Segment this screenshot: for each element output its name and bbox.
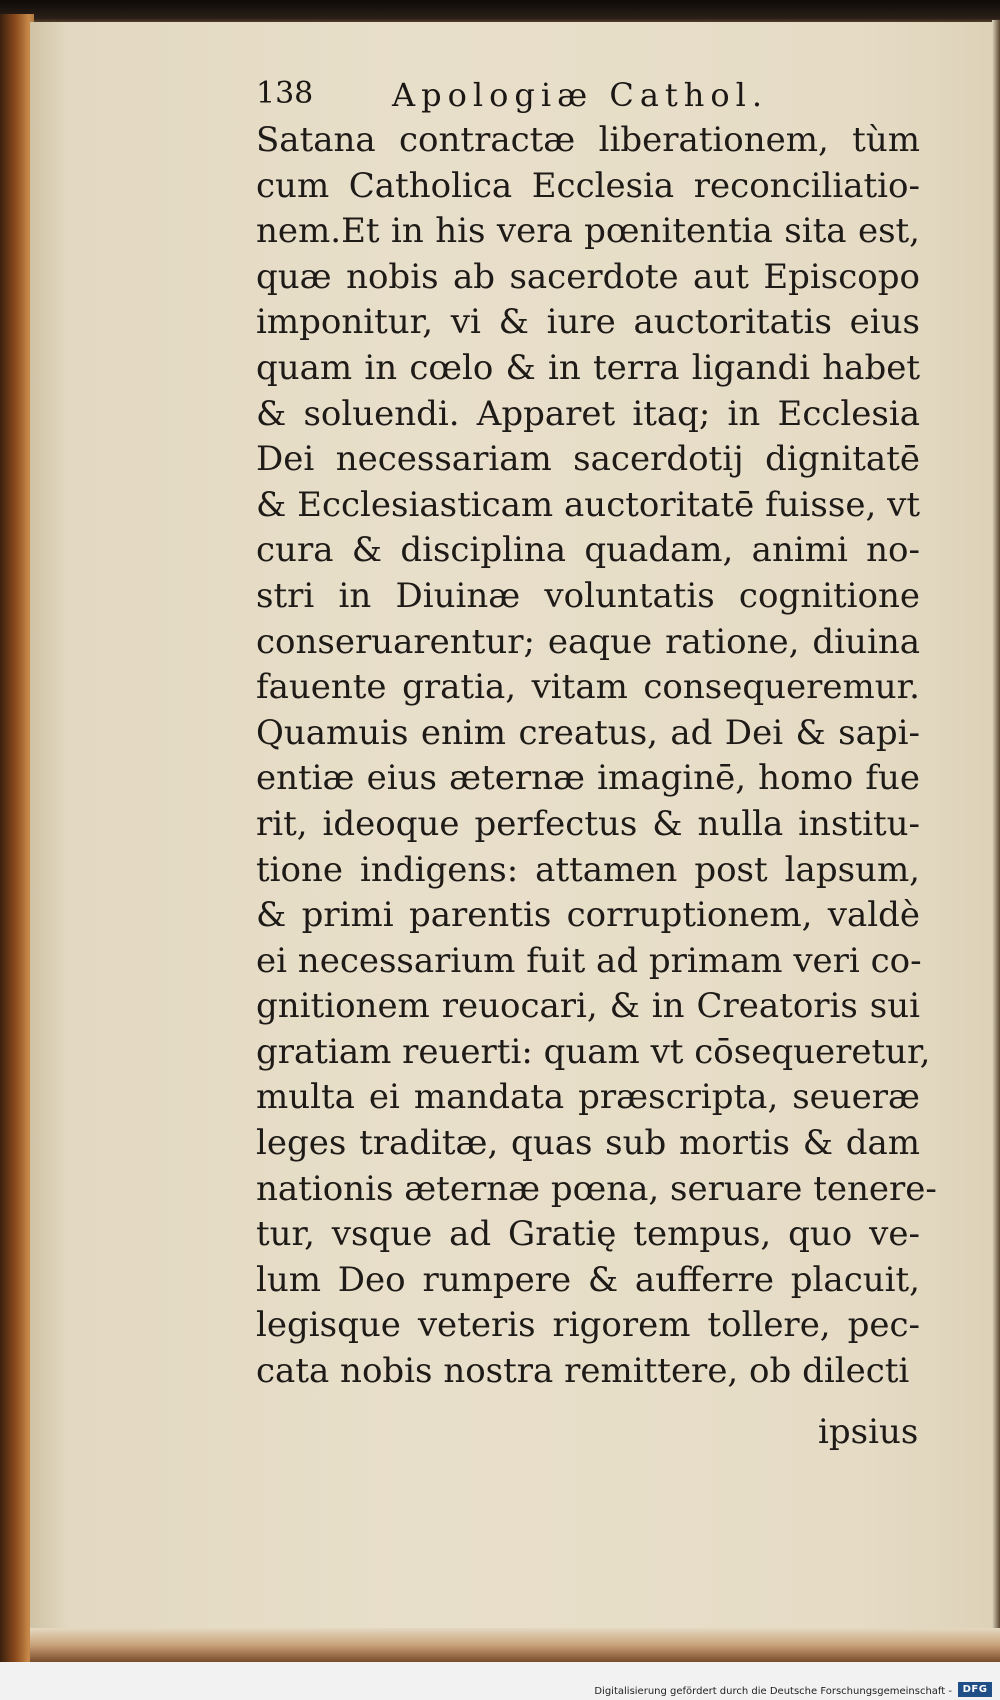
text-line: gratiam reuerti: quam vt cōsequeretur, bbox=[256, 1031, 931, 1072]
text-line: tur, vsque ad Gratię tempus, quo ve- bbox=[256, 1214, 920, 1255]
text-line: cum Catholica Ecclesia reconciliatio- bbox=[256, 165, 920, 206]
body-text bbox=[256, 118, 937, 1395]
running-head: Apologiæ Cathol. bbox=[392, 76, 769, 114]
text-line: stri in Diuinæ voluntatis cognitione bbox=[256, 575, 920, 616]
text-line: tione indigens: attamen post lapsum, bbox=[256, 849, 920, 890]
text-line: conseruarentur; eaque ratione, diuina bbox=[256, 621, 920, 662]
book-bottom-edge bbox=[30, 1628, 1000, 1662]
dfg-logo: DFG bbox=[958, 1682, 992, 1697]
text-line: multa ei mandata præscripta, seueræ bbox=[256, 1077, 920, 1118]
text-line: gnitionem reuocari, & in Creatoris sui bbox=[256, 986, 920, 1027]
text-line: entiæ eius æternæ imaginē, homo fue bbox=[256, 758, 920, 799]
text-line: Dei necessariam sacerdotij dignitatē bbox=[256, 439, 920, 480]
text-line: leges traditæ, quas sub mortis & dam bbox=[256, 1123, 920, 1164]
text-line: legisque veteris rigorem tollere, pec- bbox=[256, 1305, 920, 1346]
text-line: quæ nobis ab sacerdote aut Episcopo bbox=[256, 256, 920, 297]
text-line: ei necessarium fuit ad primam veri co- bbox=[256, 940, 922, 981]
text-line: quam in cœlo & in terra ligandi habet bbox=[256, 347, 920, 388]
text-line: & Ecclesiasticam auctoritatē fuisse, vt bbox=[256, 484, 920, 525]
text-line: nem.Et in his vera pœnitentia sita est, bbox=[256, 211, 920, 252]
text-line: Satana contractæ liberationem, tùm bbox=[256, 120, 920, 160]
text-line: & soluendi. Apparet itaq; in Ecclesia bbox=[256, 393, 920, 434]
text-line: cura & disciplina quadam, animi no- bbox=[256, 530, 920, 571]
book-spine bbox=[0, 14, 34, 1662]
page-right-edge bbox=[992, 20, 1000, 1660]
text-line: fauente gratia, vitam consequeremur. bbox=[256, 667, 920, 708]
page-number: 138 bbox=[256, 76, 314, 111]
text-line: Quamuis enim creatus, ad Dei & sapi- bbox=[256, 712, 920, 753]
text-line: rit, ideoque perfectus & nulla institu- bbox=[256, 803, 920, 844]
text-line: imponitur, vi & iure auctoritatis eius bbox=[256, 302, 920, 343]
text-line: nationis æternæ pœna, seruare tenere- bbox=[256, 1168, 937, 1209]
catchword: ipsius bbox=[818, 1412, 919, 1452]
text-line: lum Deo rumpere & aufferre placuit, bbox=[256, 1259, 920, 1300]
footer-credit: Digitalisierung gefördert durch die Deutsche Forschungsgemeinschaft - bbox=[594, 1686, 952, 1697]
text-line: cata nobis nostra remittere, ob dilecti bbox=[256, 1351, 910, 1392]
text-line: & primi parentis corruptionem, valdè bbox=[256, 895, 920, 936]
